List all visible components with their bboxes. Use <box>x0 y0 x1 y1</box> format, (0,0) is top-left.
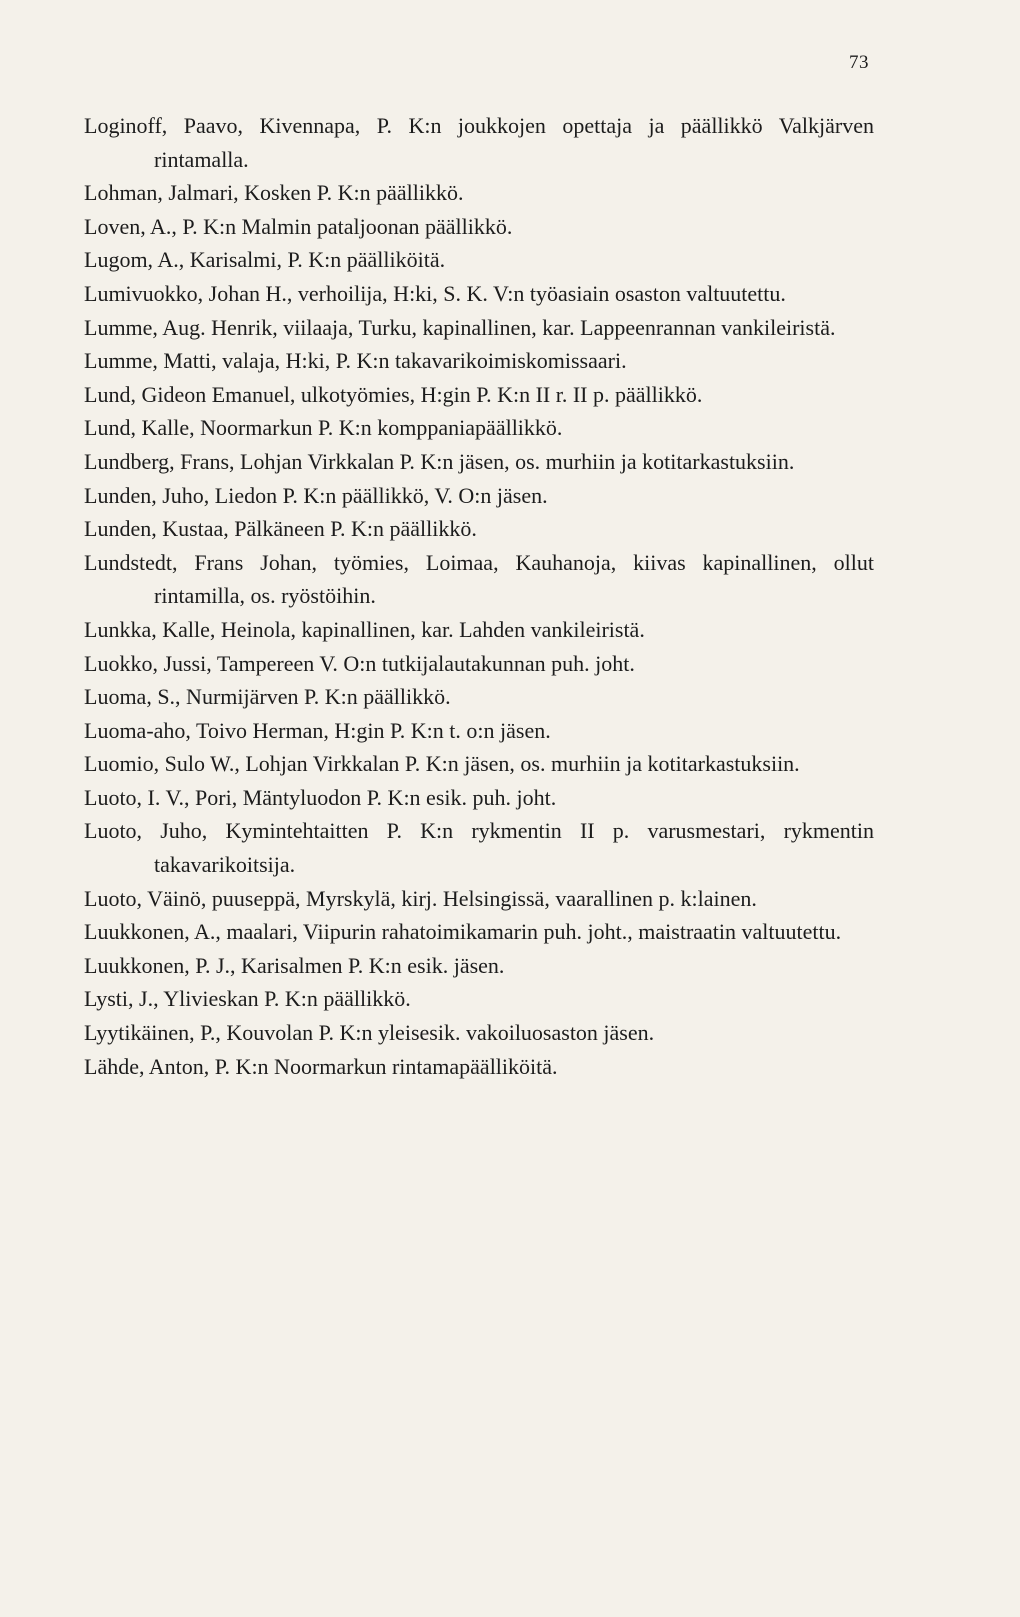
list-entry: Luoto, Väinö, puuseppä, Myrskylä, kirj. Helsingissä, vaarallinen p. k:lainen. <box>84 885 757 911</box>
list-entry: Lumme, Matti, valaja, H:ki, P. K:n takavarikoimiskomissaari. <box>84 348 627 374</box>
list-entry: Lundberg, Frans, Lohjan Virkkalan P. K:n jäsen, os. murhiin ja kotitarkastuksiin. <box>84 448 795 474</box>
list-entry: Luokko, Jussi, Tampereen V. O:n tutkijalautakunnan puh. joht. <box>84 650 635 676</box>
list-entry: Luomio, Sulo W., Lohjan Virkkalan P. K:n jäsen, os. murhiin ja kotitarkastuksiin. <box>84 751 800 777</box>
list-entry: Lundstedt, Frans Johan, työmies, Loimaa, Kauhanoja, kiivas kapinallinen, ollut rintamilla, os. ryöstöihin. <box>84 549 874 609</box>
list-entry: Luoma, S., Nurmijärven P. K:n päällikkö. <box>84 684 451 710</box>
list-entry: Luoto, I. V., Pori, Mäntyluodon P. K:n esik. puh. joht. <box>84 784 557 810</box>
list-entry: Lunden, Juho, Liedon P. K:n päällikkö, V. O:n jäsen. <box>84 482 548 508</box>
list-entry: Lumivuokko, Johan H., verhoilija, H:ki, S. K. V:n työasiain osaston valtuutettu. <box>84 280 786 306</box>
list-entry: Luukkonen, P. J., Karisalmen P. K:n esik. jäsen. <box>84 952 505 978</box>
list-entry: Lumme, Aug. Henrik, viilaaja, Turku, kapinallinen, kar. Lappeenrannan vankileiristä. <box>84 314 836 340</box>
list-entry: Luoto, Juho, Kymintehtaitten P. K:n rykmentin II p. varusmestari, rykmentin takavarikoitsija. <box>84 818 874 878</box>
list-entry: Lyytikäinen, P., Kouvolan P. K:n yleisesik. vakoiluosaston jäsen. <box>84 1020 655 1046</box>
list-entry: Lysti, J., Ylivieskan P. K:n päällikkö. <box>84 986 411 1012</box>
entry-list <box>84 109 874 1083</box>
list-entry: Loginoff, Paavo, Kivennapa, P. K:n joukkojen opettaja ja päällikkö Valkjärven rintamalla. <box>84 113 874 172</box>
list-entry: Lund, Kalle, Noormarkun P. K:n komppaniapäällikkö. <box>84 415 563 441</box>
list-entry: Lund, Gideon Emanuel, ulkotyömies, H:gin P. K:n II r. II p. päällikkö. <box>84 381 703 407</box>
list-entry: Luukkonen, A., maalari, Viipurin rahatoimikamarin puh. joht., maistraatin valtuutettu. <box>84 919 842 945</box>
page-number: 73 <box>849 52 869 73</box>
list-entry: Lähde, Anton, P. K:n Noormarkun rintamapäälliköitä. <box>84 1053 558 1079</box>
list-entry: Lunden, Kustaa, Pälkäneen P. K:n päällikkö. <box>84 516 477 542</box>
list-entry: Lugom, A., Karisalmi, P. K:n päälliköitä. <box>84 247 446 273</box>
list-entry: Lohman, Jalmari, Kosken P. K:n päällikkö. <box>84 180 464 206</box>
list-entry: Lunkka, Kalle, Heinola, kapinallinen, kar. Lahden vankileiristä. <box>84 616 645 642</box>
list-entry: Loven, A., P. K:n Malmin pataljoonan päällikkö. <box>84 213 513 239</box>
list-entry: Luoma-aho, Toivo Herman, H:gin P. K:n t. o:n jäsen. <box>84 717 551 743</box>
